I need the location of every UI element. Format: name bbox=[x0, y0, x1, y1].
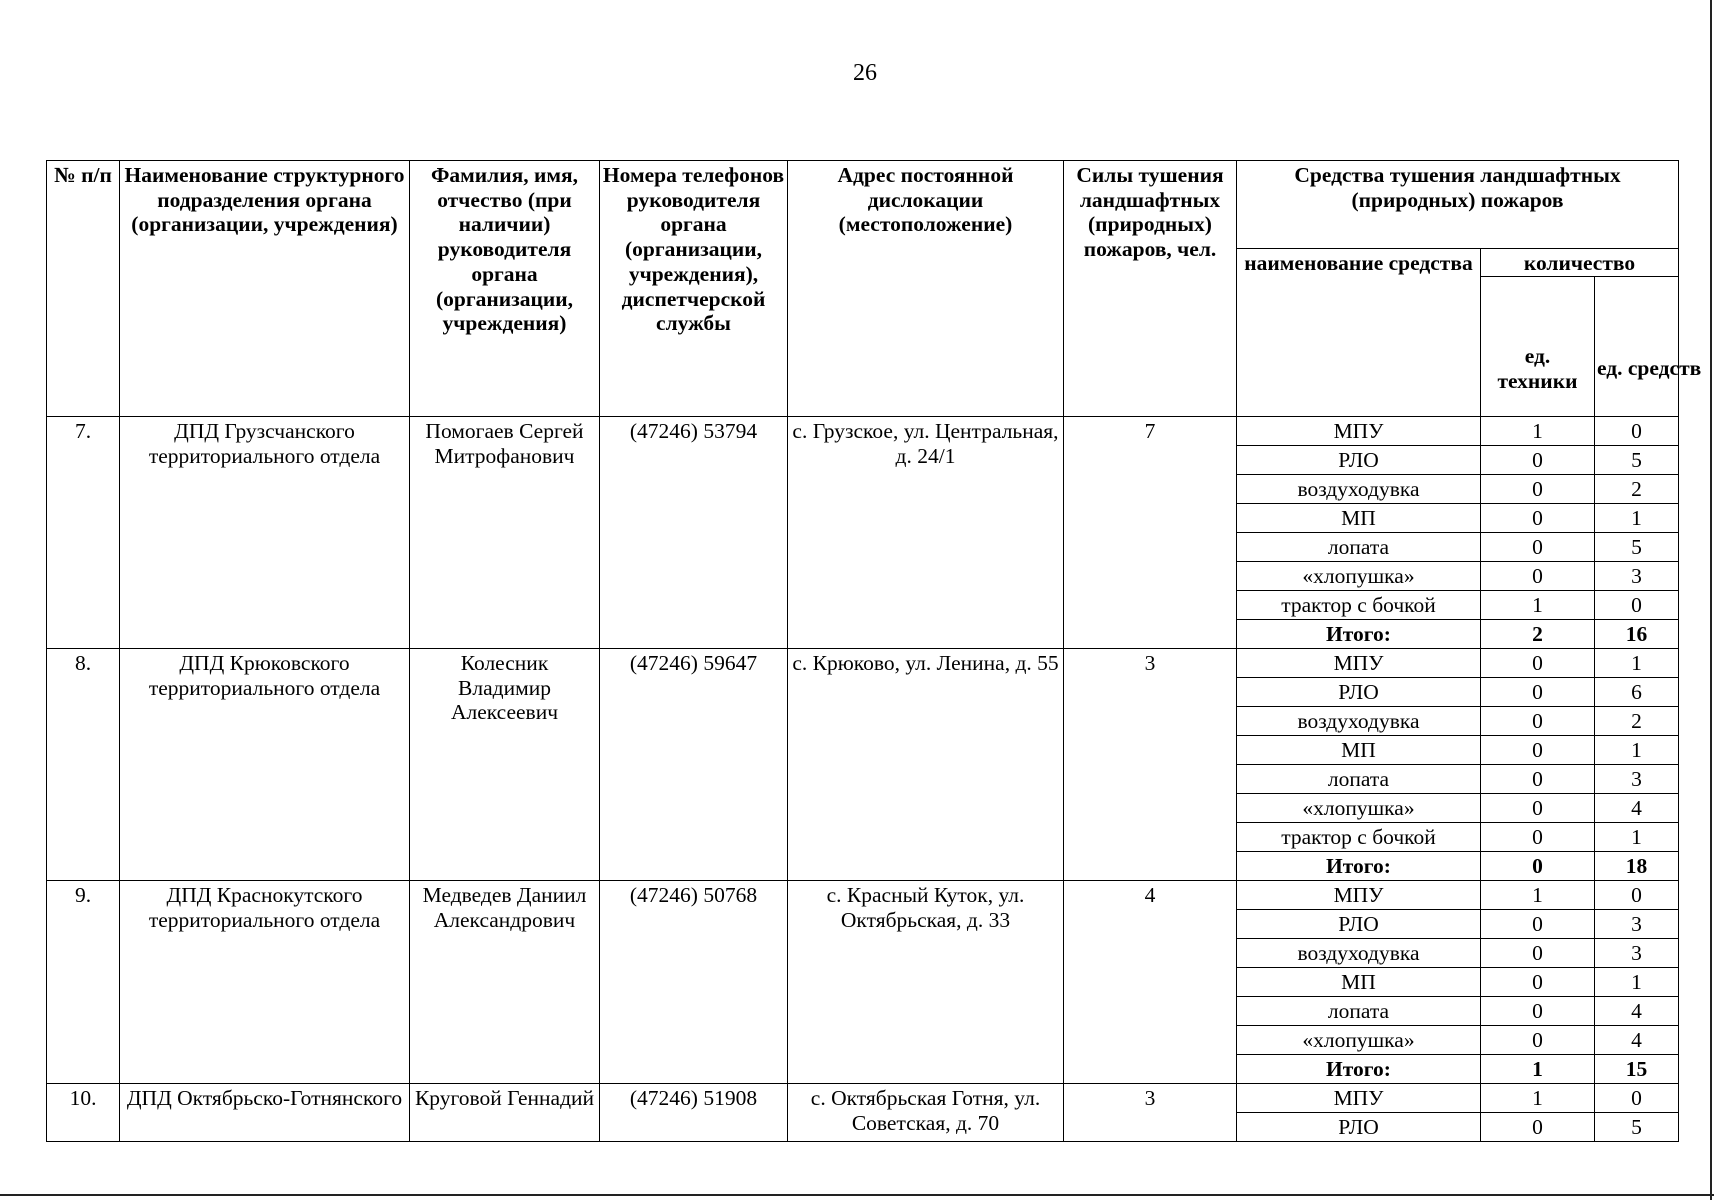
item-tech-count: 1 bbox=[1481, 591, 1595, 620]
table-row bbox=[47, 881, 1679, 910]
header-quantity: количество bbox=[1481, 249, 1679, 277]
header-forces: Силы тушения ландшафтных (природных) пожаров, чел. bbox=[1064, 161, 1237, 417]
header-units-means: ед. средств bbox=[1595, 277, 1679, 417]
total-item-tech-count: 0 bbox=[1481, 852, 1595, 881]
item-name: лопата bbox=[1237, 765, 1481, 794]
item-name: трактор с бочкой bbox=[1237, 591, 1481, 620]
row-num: 8. bbox=[47, 649, 120, 881]
item-name: воздуходувка bbox=[1237, 707, 1481, 736]
item-name: МП bbox=[1237, 968, 1481, 997]
item-means-count: 4 bbox=[1595, 997, 1679, 1026]
row-unit-name: ДПД Грузсчанского территориального отдела bbox=[120, 417, 410, 649]
item-tech-count: 0 bbox=[1481, 562, 1595, 591]
item-name: лопата bbox=[1237, 997, 1481, 1026]
header-head: Фамилия, имя, отчество (при наличии) руководителя органа (организации, учреждения) bbox=[410, 161, 600, 417]
total-item-means-count: 15 bbox=[1595, 1055, 1679, 1084]
row-unit-name: ДПД Крюковского территориального отдела bbox=[120, 649, 410, 881]
item-means-count: 1 bbox=[1595, 823, 1679, 852]
row-head-name: Колесник Владимир Алексеевич bbox=[410, 649, 600, 881]
total-item-tech-count: 2 bbox=[1481, 620, 1595, 649]
item-tech-count: 0 bbox=[1481, 504, 1595, 533]
table-row bbox=[47, 649, 1679, 678]
row-unit-name: ДПД Октябрьско-Готнянского bbox=[120, 1084, 410, 1142]
row-num: 7. bbox=[47, 417, 120, 649]
item-means-count: 3 bbox=[1595, 562, 1679, 591]
item-means-count: 3 bbox=[1595, 939, 1679, 968]
table-row bbox=[47, 1084, 1679, 1113]
item-name: РЛО bbox=[1237, 446, 1481, 475]
header-unit: Наименование структурного подразделения органа (организации, учреждения) bbox=[120, 161, 410, 417]
item-name: лопата bbox=[1237, 533, 1481, 562]
table-body bbox=[47, 417, 1679, 1142]
total-item-means-count: 16 bbox=[1595, 620, 1679, 649]
header-means: Средства тушения ландшафтных (природных) пожаров bbox=[1237, 161, 1679, 249]
item-tech-count: 0 bbox=[1481, 707, 1595, 736]
page-number: 26 bbox=[853, 60, 877, 86]
item-tech-count: 0 bbox=[1481, 823, 1595, 852]
item-tech-count: 1 bbox=[1481, 1084, 1595, 1113]
item-means-count: 2 bbox=[1595, 475, 1679, 504]
item-means-count: 5 bbox=[1595, 446, 1679, 475]
header-phones: Номера телефонов руководителя органа (организации, учреждения), диспетчерской службы bbox=[600, 161, 788, 417]
item-tech-count: 0 bbox=[1481, 475, 1595, 504]
row-phone: (47246) 53794 bbox=[600, 417, 788, 649]
row-address: с. Грузское, ул. Центральная, д. 24/1 bbox=[788, 417, 1064, 649]
item-means-count: 4 bbox=[1595, 1026, 1679, 1055]
item-tech-count: 0 bbox=[1481, 678, 1595, 707]
row-head-name: Круговой Геннадий bbox=[410, 1084, 600, 1142]
row-phone: (47246) 51908 bbox=[600, 1084, 788, 1142]
item-name: «хлопушка» bbox=[1237, 562, 1481, 591]
header-units-tech: ед. техники bbox=[1481, 277, 1595, 417]
page-right-edge bbox=[1710, 0, 1712, 1200]
row-forces: 7 bbox=[1064, 417, 1237, 649]
page-bottom-edge bbox=[0, 1194, 1714, 1196]
item-tech-count: 0 bbox=[1481, 939, 1595, 968]
item-means-count: 1 bbox=[1595, 649, 1679, 678]
item-means-count: 6 bbox=[1595, 678, 1679, 707]
item-tech-count: 0 bbox=[1481, 910, 1595, 939]
row-phone: (47246) 50768 bbox=[600, 881, 788, 1084]
item-name: РЛО bbox=[1237, 1113, 1481, 1142]
item-tech-count: 0 bbox=[1481, 765, 1595, 794]
item-means-count: 0 bbox=[1595, 591, 1679, 620]
item-name: МП bbox=[1237, 736, 1481, 765]
header-num: № п/п bbox=[47, 161, 120, 417]
row-address: с. Красный Куток, ул. Октябрьская, д. 33 bbox=[788, 881, 1064, 1084]
item-means-count: 0 bbox=[1595, 881, 1679, 910]
item-means-count: 1 bbox=[1595, 504, 1679, 533]
item-name: «хлопушка» bbox=[1237, 794, 1481, 823]
row-phone: (47246) 59647 bbox=[600, 649, 788, 881]
item-tech-count: 0 bbox=[1481, 968, 1595, 997]
item-name: РЛО bbox=[1237, 910, 1481, 939]
item-name: РЛО bbox=[1237, 678, 1481, 707]
total-item-name: Итого: bbox=[1237, 620, 1481, 649]
item-name: воздуходувка bbox=[1237, 475, 1481, 504]
item-means-count: 3 bbox=[1595, 765, 1679, 794]
item-name: воздуходувка bbox=[1237, 939, 1481, 968]
header-address: Адрес постоянной дислокации (местоположение) bbox=[788, 161, 1064, 417]
header-means-name: наименование средства bbox=[1237, 249, 1481, 417]
row-forces: 4 bbox=[1064, 881, 1237, 1084]
item-name: трактор с бочкой bbox=[1237, 823, 1481, 852]
item-means-count: 1 bbox=[1595, 736, 1679, 765]
row-head-name: Помогаев Сергей Митрофанович bbox=[410, 417, 600, 649]
row-forces: 3 bbox=[1064, 649, 1237, 881]
item-tech-count: 1 bbox=[1481, 881, 1595, 910]
row-unit-name: ДПД Краснокутского территориального отдела bbox=[120, 881, 410, 1084]
item-means-count: 0 bbox=[1595, 417, 1679, 446]
item-tech-count: 1 bbox=[1481, 417, 1595, 446]
item-name: МПУ bbox=[1237, 1084, 1481, 1113]
item-tech-count: 0 bbox=[1481, 446, 1595, 475]
row-head-name: Медведев Даниил Александрович bbox=[410, 881, 600, 1084]
item-name: МПУ bbox=[1237, 649, 1481, 678]
item-means-count: 5 bbox=[1595, 533, 1679, 562]
item-name: «хлопушка» bbox=[1237, 1026, 1481, 1055]
item-means-count: 1 bbox=[1595, 968, 1679, 997]
item-tech-count: 0 bbox=[1481, 1113, 1595, 1142]
fire-means-table bbox=[46, 160, 1702, 1142]
total-item-tech-count: 1 bbox=[1481, 1055, 1595, 1084]
item-name: МПУ bbox=[1237, 417, 1481, 446]
row-num: 9. bbox=[47, 881, 120, 1084]
item-means-count: 2 bbox=[1595, 707, 1679, 736]
item-name: МП bbox=[1237, 504, 1481, 533]
item-name: МПУ bbox=[1237, 881, 1481, 910]
item-tech-count: 0 bbox=[1481, 649, 1595, 678]
total-item-name: Итого: bbox=[1237, 1055, 1481, 1084]
row-address: с. Крюково, ул. Ленина, д. 55 bbox=[788, 649, 1064, 881]
total-item-means-count: 18 bbox=[1595, 852, 1679, 881]
item-tech-count: 0 bbox=[1481, 997, 1595, 1026]
item-tech-count: 0 bbox=[1481, 533, 1595, 562]
table-row bbox=[47, 417, 1679, 446]
item-tech-count: 0 bbox=[1481, 736, 1595, 765]
row-num: 10. bbox=[47, 1084, 120, 1142]
item-means-count: 4 bbox=[1595, 794, 1679, 823]
item-tech-count: 0 bbox=[1481, 1026, 1595, 1055]
row-address: с. Октябрьская Готня, ул. Советская, д. 70 bbox=[788, 1084, 1064, 1142]
item-means-count: 0 bbox=[1595, 1084, 1679, 1113]
item-means-count: 3 bbox=[1595, 910, 1679, 939]
total-item-name: Итого: bbox=[1237, 852, 1481, 881]
item-tech-count: 0 bbox=[1481, 794, 1595, 823]
row-forces: 3 bbox=[1064, 1084, 1237, 1142]
item-means-count: 5 bbox=[1595, 1113, 1679, 1142]
